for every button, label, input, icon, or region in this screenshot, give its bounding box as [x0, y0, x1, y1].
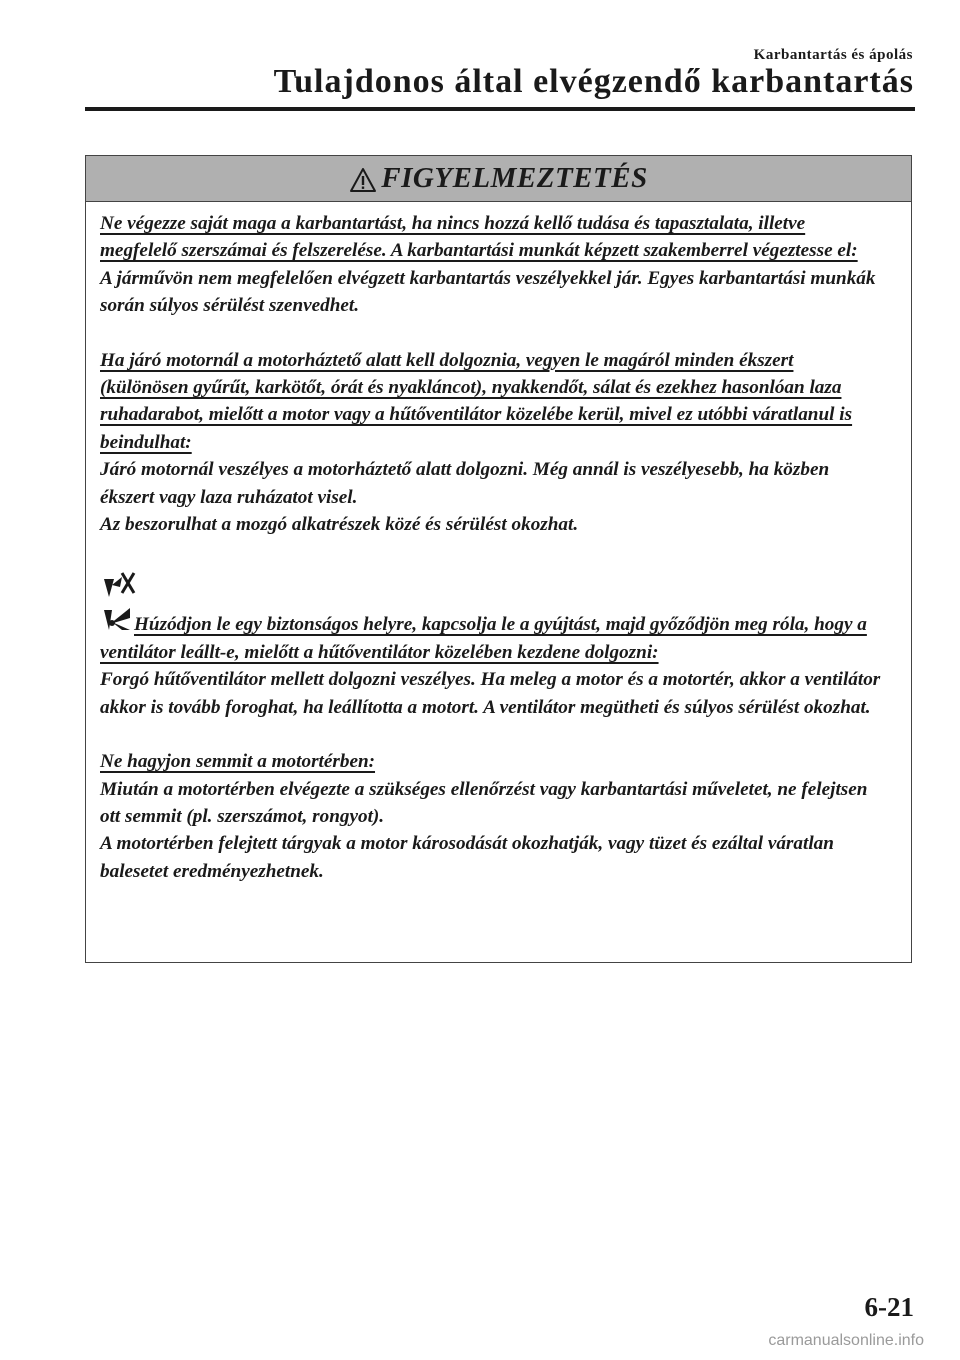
paragraph-2-heading: Ha járó motornál a motorháztető alatt kell dolgoznia, vegyen le magáról minden ékszert (különösen gyűrűt, karkötőt, órát és nyakláncot), nyakkendőt, sálat és ezekhez hasonlóan laza ruhadarabot, mielőtt a motor vagy a hűtőventilátor közelébe kerül, mivel ez utóbbi váratlanul is beindulhat:	[100, 349, 853, 453]
watermark: carmanualsonline.info	[768, 1332, 924, 1349]
warning-paragraph-2	[100, 347, 883, 539]
paragraph-3-heading: Húzódjon le egy biztonságos helyre, kapcsolja le a gyújtást, majd győződjön meg róla, hogy a ventilátor leállt-e, mielőtt a hűtőventilátor közelében kezdene dolgozni:	[100, 614, 867, 663]
paragraph-1-body: A járművön nem megfelelően elvégzett karbantartás veszélyekkel jár. Egyes karbantartási munkák során súlyos sérülést szenvedhet.	[100, 267, 876, 317]
warning-paragraph-1	[100, 210, 883, 320]
paragraph-1-heading: Ne végezze saját maga a karbantartást, ha nincs hozzá kellő tudása és tapasztalata, illetve megfelelő szerszámai és felszerelése. A karbantartási munkát képzett szakemberrel végeztesse el:	[100, 213, 858, 262]
title-rule	[85, 107, 915, 111]
paragraph-3-body: Forgó hűtőventilátor mellett dolgozni veszélyes. Ha meleg a motor és a motortér, akkor a ventilátor akkor is tovább foroghat, ha leállította a motort. A ventilátor megütheti és súlyos sérülést okozhat.	[100, 669, 881, 718]
warning-paragraph-4	[100, 748, 883, 885]
warning-body	[86, 202, 911, 885]
warning-box	[85, 155, 912, 963]
warning-paragraph-3	[100, 604, 883, 721]
warning-triangle-icon	[349, 167, 377, 193]
paragraph-4-body-2: A motortérben felejtett tárgyak a motor károsodását okozhatják, vagy tüzet és ezáltal váratlan balesetet eredményezhetnek.	[100, 833, 834, 882]
paragraph-2-body-2: Az beszorulhat a mozgó alkatrészek közé és sérülést okozhat.	[100, 514, 579, 536]
page-title: Tulajdonos által elvégzendő karbantartás	[273, 63, 914, 100]
section-label: Karbantartás és ápolás	[753, 47, 913, 63]
fan-warning-row	[100, 565, 883, 604]
fan-warning-icon	[100, 571, 136, 599]
paragraph-4-body-1: Miután a motortérben elvégezte a szükséges ellenőrzést vagy karbantartási műveletet, ne felejtsen ott semmit (pl. szerszámot, rongyot).	[100, 778, 868, 827]
page-number: 6-21	[864, 1292, 914, 1322]
fan-icon	[100, 604, 134, 632]
paragraph-4-heading: Ne hagyjon semmit a motortérben:	[100, 751, 376, 773]
warning-title: FIGYELMEZTETÉS	[381, 162, 648, 194]
paragraph-2-body-1: Járó motornál veszélyes a motorháztető alatt dolgozni. Még annál is veszélyesebb, ha közben ékszert vagy laza ruházatot visel.	[100, 459, 830, 508]
warning-header	[86, 156, 911, 202]
